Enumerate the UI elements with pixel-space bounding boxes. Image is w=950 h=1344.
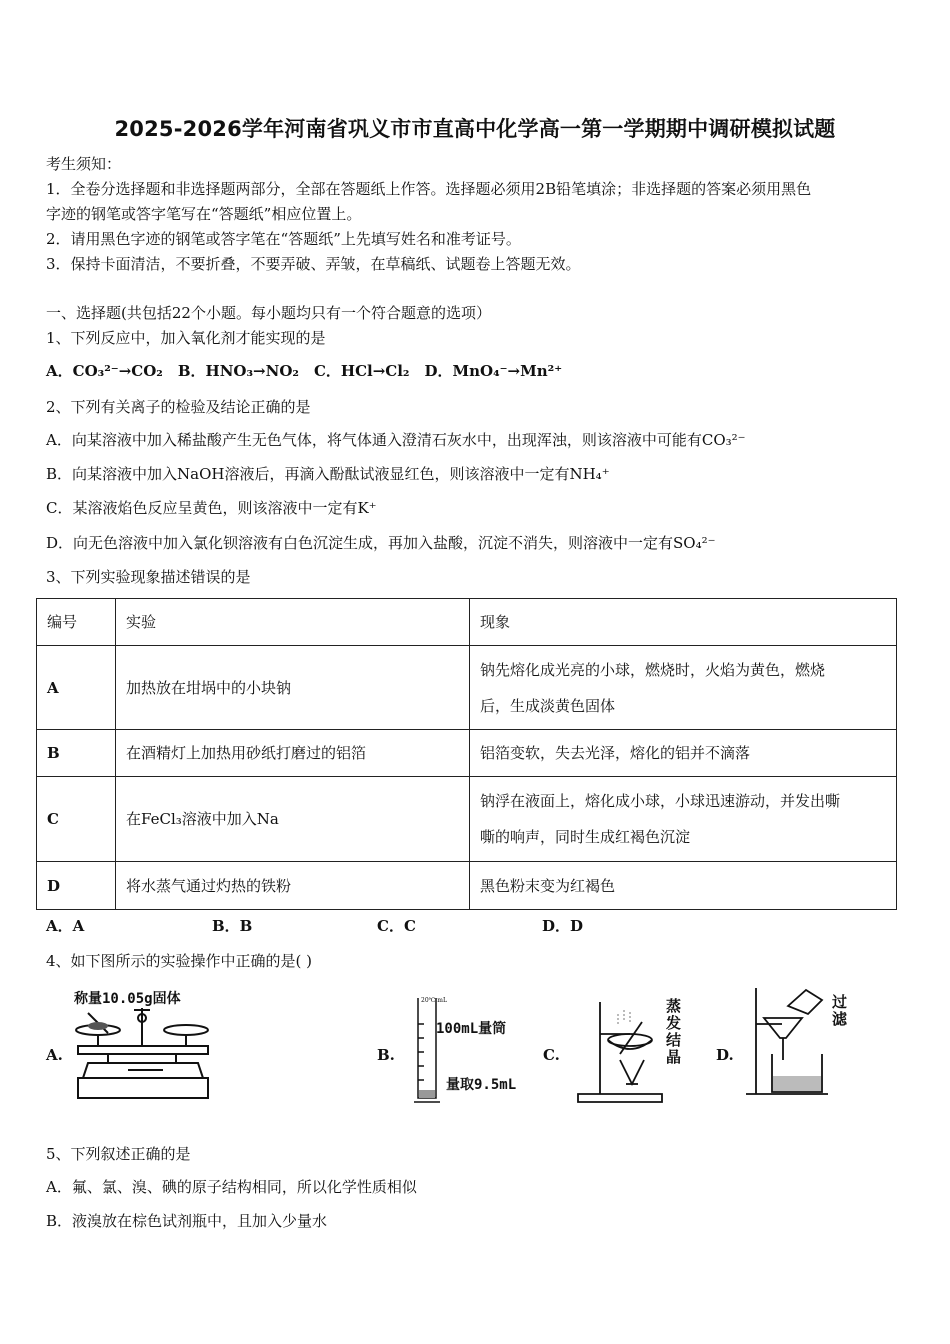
q3-stem: 3、下列实验现象描述错误的是 [46,568,251,586]
q5-stem: 5、下列叙述正确的是 [46,1145,191,1163]
cylinder-unit-label: 20℃ mL [421,997,447,1004]
section-heading: 一、选择题(共包括22个小题。每小题均只有一个符合题意的选项） [46,304,491,322]
funnel-icon [742,984,832,1102]
row-phenomenon: 铝箔变软，失去光泽，熔化的铝并不滴落 [470,730,897,777]
row-id: D [37,862,116,910]
fig-d-caption: 过滤 [832,993,848,1028]
notice-item-3: 3．保持卡面清洁，不要折叠，不要弄破、弄皱，在草稿纸、试题卷上答题无效。 [46,255,581,273]
q1-options: A．CO₃²⁻→CO₂ B．HNO₃→NO₂ C．HCl→Cl₂ D．MnO₄⁻→Mn²⁺ [46,362,563,380]
q2-option-c: C．某溶液焰色反应呈黄色，则该溶液中一定有K⁺ [46,499,377,517]
row-phenomenon [470,777,897,862]
phenomenon-line: 后，生成淡黄色固体 [480,696,616,715]
q2-option-b: B．向某溶液中加入NaOH溶液后，再滴入酚酞试液显红色，则该溶液中一定有NH₄⁺ [46,465,610,483]
page-title: 2025-2026学年河南省巩义市市直高中化学高一第一学期期中调研模拟试题 [114,117,836,141]
q3-option-b: B．B [212,917,253,935]
q4-label-c: C. [543,1046,560,1064]
fig-b-caption-bottom: 量取9.5mL [446,1077,517,1093]
q5-option-b: B．液溴放在棕色试剂瓶中，且加入少量水 [46,1212,328,1230]
row-id: B [37,730,116,777]
notice-item-1: 1．全卷分选择题和非选择题两部分，全部在答题纸上作答。选择题必须用2B铅笔填涂；非选择题的答案必须用黑色 [46,180,812,198]
q4-label-b: B. [377,1046,395,1064]
row-experiment: 将水蒸气通过灼热的铁粉 [116,862,470,910]
row-experiment: 在酒精灯上加热用砂纸打磨过的铝箔 [116,730,470,777]
filtration-figure [742,984,862,1102]
q4-label-a: A. [46,1046,63,1064]
table-row [37,862,897,910]
table-row [37,777,897,862]
q2-stem: 2、下列有关离子的检验及结论正确的是 [46,398,311,416]
fig-a-caption: 称量10.05g固体 [74,991,181,1007]
phenomenon-line: 钠浮在液面上，熔化成小球，小球迅速游动，并发出嘶 [480,792,841,810]
q1-stem: 1、下列反应中，加入氧化剂才能实现的是 [46,329,326,347]
q5-option-a: A．氟、氯、溴、碘的原子结构相同，所以化学性质相似 [46,1178,417,1196]
graduated-cylinder-icon [412,994,442,1106]
q2-option-a: A．向某溶液中加入稀盐酸产生无色气体，将气体通入澄清石灰水中，出现浑浊，则该溶液中可能有CO₃²⁻ [46,431,746,449]
row-experiment: 在FeCl₃溶液中加入Na [116,777,470,862]
q4-stem: 4、如下图所示的实验操作中正确的是( ) [46,952,313,970]
phenomenon-line: 钠先熔化成光亮的小球，燃烧时，火焰为黄色，燃烧 [480,660,826,679]
notice-heading: 考生须知： [46,155,122,173]
q4-label-d: D. [716,1046,734,1064]
q3-table [36,598,897,910]
table-row [37,646,897,730]
header-id: 编号 [37,599,116,646]
cylinder-figure [412,994,542,1106]
table-row [37,730,897,777]
fig-c-caption: 蒸发结晶 [666,997,682,1066]
evaporating-dish-icon [572,994,668,1106]
balance-figure [68,988,228,1108]
q3-option-c: C．C [377,917,416,935]
q3-option-a: A．A [46,917,85,935]
row-phenomenon [470,646,897,730]
table-header-row [37,599,897,646]
row-id: A [37,646,116,730]
evaporation-figure [572,994,692,1106]
header-experiment: 实验 [116,599,470,646]
notice-item-1-cont: 字迹的钢笔或答字笔写在“答题纸”相应位置上。 [46,205,362,223]
row-id: C [37,777,116,862]
phenomenon-line: 嘶的响声，同时生成红褐色沉淀 [480,828,691,846]
row-phenomenon: 黑色粉末变为红褐色 [470,862,897,910]
row-experiment: 加热放在坩埚中的小块钠 [116,646,470,730]
notice-item-2: 2．请用黑色字迹的钢笔或答字笔在“答题纸”上先填写姓名和准考证号。 [46,230,521,248]
q2-option-d: D．向无色溶液中加入氯化钡溶液有白色沉淀生成，再加入盐酸，沉淀不消失，则溶液中一定有SO₄²⁻ [46,534,716,552]
q3-option-d: D．D [542,917,584,935]
fig-b-caption-top: 100mL量筒 [436,1021,507,1037]
header-phenomenon: 现象 [470,599,897,646]
